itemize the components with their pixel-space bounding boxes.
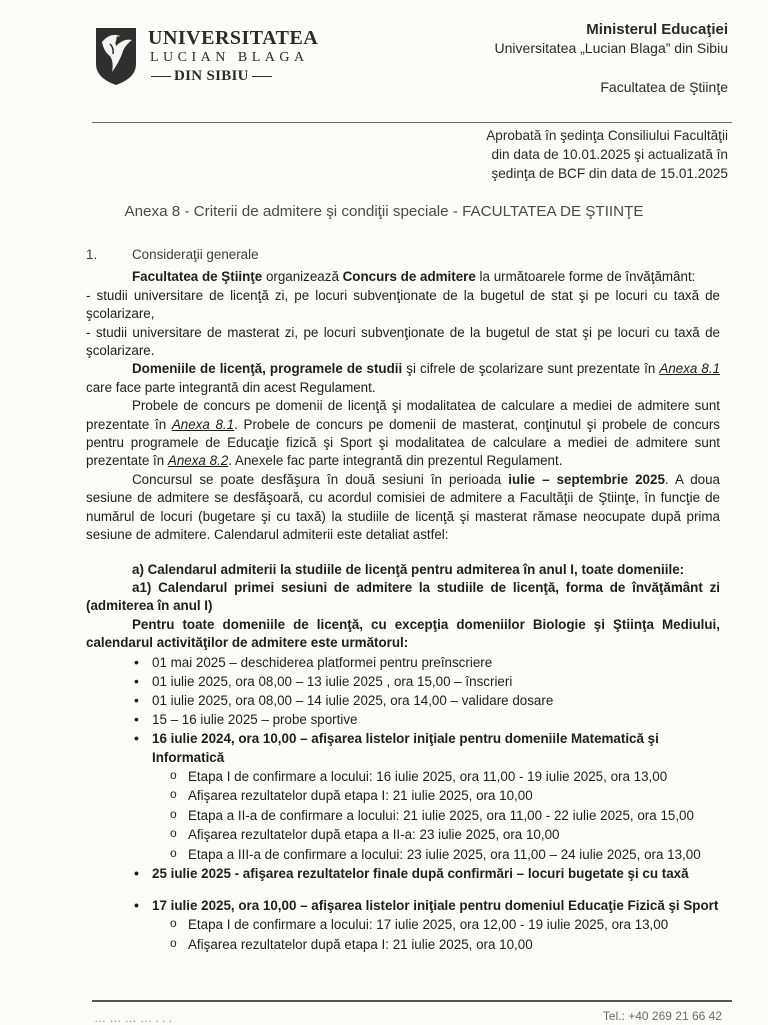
paragraph-forms (86, 268, 720, 286)
period-bold: iulie – septembrie 2025 (508, 471, 665, 487)
approval-line-1: Aprobată în şedinţa Consiliului Facultăţii (486, 128, 728, 143)
stage-item: o Afişarea rezultatelor după etapa I: 21 iulie 2025, ora 10,00 (86, 786, 720, 806)
final-results-item: • 25 iulie 2025 - afişarea rezultatelor finale după confirmări – locuri bugetate şi cu taxă (86, 864, 720, 883)
annex-8-2-link[interactable]: Anexa 8.2 (167, 453, 229, 469)
footer-address: … … … … . . . (94, 1011, 173, 1025)
calendar-item: • 15 – 16 iulie 2025 – probe sportive (86, 710, 720, 729)
header-divider (92, 122, 732, 123)
stage-item: o Etapa a II-a de confirmare a locului: 21 iulie 2025, ora 11,00 - 22 iulie 2025, ora 15,00 (86, 806, 720, 826)
text-run: . Probele de concurs pe domenii de masterat, conţinutul şi probele de concurs pentru programele de Educaţie fizică şi Sport şi modalitatea de calculare a mediei de admitere sunt prezentate în (86, 416, 720, 469)
university-logo (94, 24, 138, 86)
text-run: organizează (262, 269, 343, 285)
section-title: Consideraţii generale (132, 247, 259, 262)
calendar-list (86, 653, 720, 767)
confirmation-stages-list (86, 767, 720, 865)
university-full-name: Universitatea „Lucian Blaga” din Sibiu (494, 40, 728, 56)
list-line-master: - studii universitare de masterat zi, pe locuri subvenţionate de la bugetul de stat şi pe locuri cu taxă de şcolarizare. (86, 324, 720, 359)
faculty-name-bold: Facultatea de Ştiinţe (132, 269, 263, 285)
text-run: Probele de concurs pe domenii de licenţă şi modalitatea de calculare a mediei de admitere sunt prezentate în (86, 398, 720, 432)
text-run: care face parte integrantă din acest Regulament. (86, 379, 376, 395)
university-name-line1: UNIVERSITATEA (148, 27, 319, 49)
text-run: Concursul se poate desfăşura în două sesiuni în perioada (132, 471, 509, 487)
text-run: la următoarele forme de învăţământ: (475, 269, 696, 285)
eagle-crest-icon (94, 24, 138, 86)
calendar-intro: Pentru toate domeniile de licenţă, cu excepţia domeniilor Biologie şi Ştiinţa Mediului, calendarul activităţilor de admitere este următorul: (86, 616, 720, 651)
approval-line-2: din data de 10.01.2025 şi actualizată în (491, 147, 728, 162)
faculty-name: Facultatea de Ştiinţe (600, 79, 728, 95)
university-name-line3 (148, 67, 318, 85)
calendar-item-lists-math-info: • 16 iulie 2024, ora 10,00 – afişarea listelor iniţiale pentru domeniile Matematică şi Informatică (86, 729, 720, 767)
stage-item: o Etapa a III-a de confirmare a locului: 23 iulie 2025, ora 11,00 – 24 iulie 2025, ora 13,00 (86, 845, 720, 865)
calendar-item: • 01 iulie 2025, ora 08,00 – 14 iulie 2025, ora 14,00 – validare dosare (86, 691, 720, 710)
university-name-line2: LUCIAN BLAGA (150, 50, 309, 65)
text-run: . Anexele fac parte integrantă din prezentul Regulament. (228, 453, 563, 469)
paragraph-tests (86, 397, 720, 471)
stage-item: o Afişarea rezultatelor după etapa a II-a: 23 iulie 2025, ora 10,00 (86, 825, 720, 845)
calendar-a-title: a) Calendarul admiterii la studiile de licenţă pentru admiterea în anul I, toate domeniile: (132, 561, 685, 577)
footer-phone: Tel.: +40 269 21 66 42 (602, 1009, 722, 1023)
footer-divider (92, 1000, 732, 1002)
text-run: . A doua sesiune de admitere se desfăşoară, cu acordul comisiei de admitere a Facultăţii de Ştiinţe, în funcţie de numărul de locuri (bugetare şi cu taxă) la studiile de licenţă şi masterat rămase neocupate după prima sesiune de admitere. Calendarul admiterii este detaliat astfel: (86, 471, 720, 543)
confirmation-stages-list-sport (86, 915, 720, 954)
section-number: 1. (86, 247, 98, 262)
final-results-list (86, 864, 720, 883)
section-heading (86, 246, 720, 264)
approval-note (328, 126, 728, 183)
stage-item: o Etapa I de confirmare a locului: 16 iulie 2025, ora 11,00 - 19 iulie 2025, ora 13,00 (86, 767, 720, 787)
calendar-a1-title: a1) Calendarul primei sesiuni de admitere la studiile de licenţă, forma de învăţământ zi (admiterea în anul I) (86, 579, 720, 614)
annex-title: Anexa 8 - Criterii de admitere şi condiţii speciale - FACULTATEA DE ŞTIINŢE (124, 203, 644, 220)
annex-8-1-link[interactable]: Anexa 8.1 (659, 361, 721, 377)
annex-8-1-link[interactable]: Anexa 8.1 (171, 416, 235, 432)
calendar-item-lists-sport: • 17 iulie 2025, ora 10,00 – afişarea listelor iniţiale pentru domeniul Educaţie Fizică şi Sport (86, 896, 720, 915)
paragraph-sessions (86, 471, 720, 545)
text-run: şi cifrele de şcolarizare sunt prezentate în (402, 361, 660, 377)
paragraph-domains (86, 360, 720, 397)
calendar-item: • 01 mai 2025 – deschiderea platformei pentru preînscriere (86, 653, 720, 672)
list-line-bachelor: - studii universitare de licenţă zi, pe locuri subvenţionate de la bugetul de stat şi pe locuri cu taxă de şcolarizare, (86, 287, 720, 322)
admission-contest-bold: Concurs de admitere (342, 269, 476, 285)
document-body (86, 246, 720, 954)
approval-line-3: şedinţa de BCF din data de 15.01.2025 (491, 166, 728, 181)
domains-bold: Domeniile de licenţă, programele de studii (132, 361, 403, 377)
calendar-list-sport (86, 896, 720, 915)
ministry-name: Ministerul Educaţiei (586, 21, 728, 38)
ministry-block (495, 20, 728, 58)
university-wordmark (148, 27, 318, 85)
stage-item: o Etapa I de confirmare a locului: 17 iulie 2025, ora 12,00 - 19 iulie 2025, ora 13,00 (86, 915, 720, 935)
university-city: DIN SIBIU (174, 68, 249, 84)
calendar-item: • 01 iulie 2025, ora 08,00 – 13 iulie 2025 , ora 15,00 – înscrieri (86, 672, 720, 691)
stage-item: o Afişarea rezultatelor după etapa I: 21 iulie 2025, ora 10,00 (86, 935, 720, 955)
